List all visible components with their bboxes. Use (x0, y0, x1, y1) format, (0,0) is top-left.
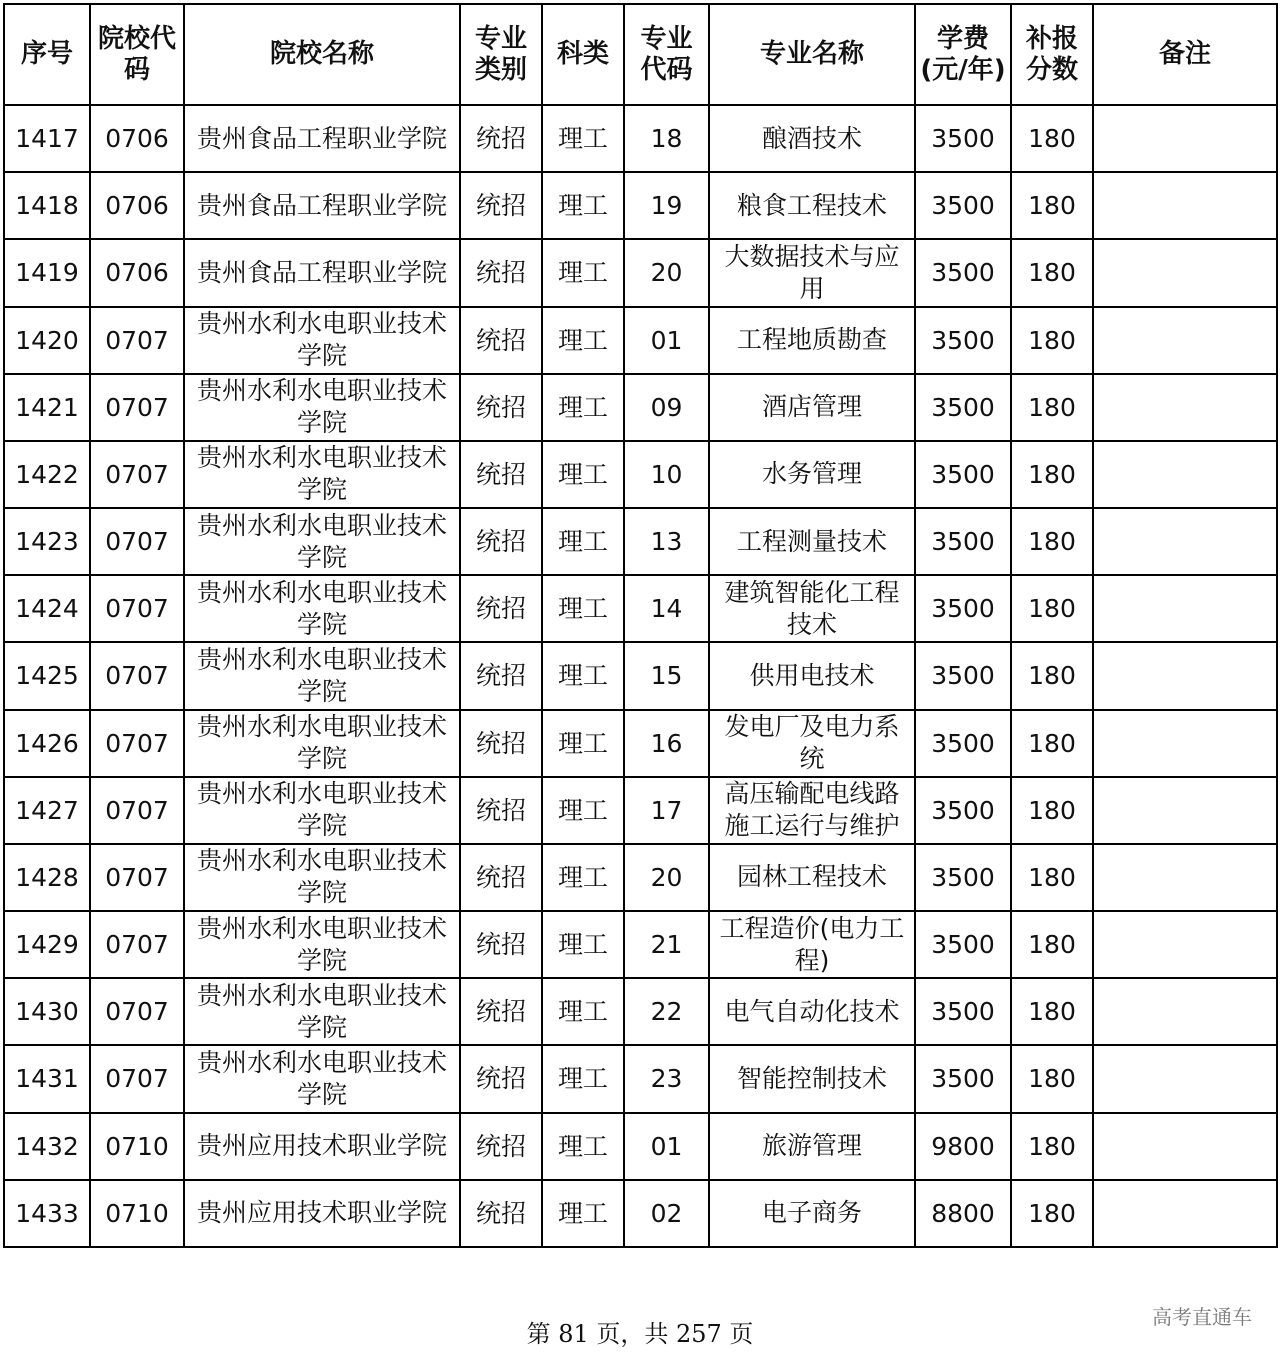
cell-major-code: 23 (624, 1045, 709, 1112)
cell-major-code: 13 (624, 508, 709, 575)
cell-tuition: 3500 (915, 575, 1011, 642)
cell-seq: 1431 (4, 1045, 90, 1112)
cell-subject: 理工 (542, 978, 624, 1045)
cell-major-type: 统招 (460, 777, 542, 844)
cell-major-type: 统招 (460, 105, 542, 172)
table-row (4, 911, 1277, 978)
cell-seq: 1418 (4, 172, 90, 239)
table-row (4, 441, 1277, 508)
cell-major-code: 16 (624, 710, 709, 777)
cell-school-name: 贵州应用技术职业学院 (184, 1113, 460, 1180)
cell-school-code: 0707 (90, 911, 184, 978)
cell-school-name: 贵州水利水电职业技术学院 (184, 710, 460, 777)
cell-remark (1093, 978, 1277, 1045)
cell-school-code: 0707 (90, 844, 184, 911)
cell-major-name: 大数据技术与应用 (709, 239, 915, 306)
cell-major-type: 统招 (460, 307, 542, 374)
cell-tuition: 9800 (915, 1113, 1011, 1180)
cell-major-code: 19 (624, 172, 709, 239)
cell-tuition: 3500 (915, 105, 1011, 172)
cell-major-name: 高压输配电线路施工运行与维护 (709, 777, 915, 844)
cell-seq: 1430 (4, 978, 90, 1045)
cell-major-code: 20 (624, 844, 709, 911)
cell-major-name: 酒店管理 (709, 374, 915, 441)
cell-major-code: 14 (624, 575, 709, 642)
cell-seq: 1433 (4, 1180, 90, 1247)
cell-major-name: 工程地质勘查 (709, 307, 915, 374)
cell-remark (1093, 777, 1277, 844)
cell-major-code: 22 (624, 978, 709, 1045)
cell-remark (1093, 374, 1277, 441)
cell-school-code: 0707 (90, 777, 184, 844)
cell-major-type: 统招 (460, 642, 542, 709)
cell-score: 180 (1011, 978, 1093, 1045)
cell-score: 180 (1011, 1113, 1093, 1180)
cell-score: 180 (1011, 508, 1093, 575)
cell-subject: 理工 (542, 172, 624, 239)
table-row (4, 978, 1277, 1045)
cell-subject: 理工 (542, 1045, 624, 1112)
cell-remark (1093, 911, 1277, 978)
cell-school-name: 贵州水利水电职业技术学院 (184, 307, 460, 374)
cell-major-code: 10 (624, 441, 709, 508)
cell-score: 180 (1011, 1180, 1093, 1247)
cell-major-name: 电气自动化技术 (709, 978, 915, 1045)
cell-major-type: 统招 (460, 508, 542, 575)
cell-school-name: 贵州水利水电职业技术学院 (184, 844, 460, 911)
table-body (4, 105, 1277, 1247)
cell-major-code: 01 (624, 1113, 709, 1180)
cell-seq: 1426 (4, 710, 90, 777)
cell-seq: 1421 (4, 374, 90, 441)
cell-school-name: 贵州水利水电职业技术学院 (184, 508, 460, 575)
cell-major-type: 统招 (460, 239, 542, 306)
table-row (4, 575, 1277, 642)
cell-major-code: 21 (624, 911, 709, 978)
cell-score: 180 (1011, 642, 1093, 709)
header-subject: 科类 (542, 4, 624, 105)
cell-major-code: 09 (624, 374, 709, 441)
page-footer: 第 81 页，共 257 页 (526, 1320, 754, 1348)
table-row (4, 307, 1277, 374)
cell-remark (1093, 239, 1277, 306)
cell-major-name: 工程造价(电力工程) (709, 911, 915, 978)
cell-tuition: 3500 (915, 307, 1011, 374)
cell-major-type: 统招 (460, 374, 542, 441)
cell-seq: 1429 (4, 911, 90, 978)
cell-remark (1093, 172, 1277, 239)
cell-school-code: 0707 (90, 374, 184, 441)
cell-subject: 理工 (542, 710, 624, 777)
cell-score: 180 (1011, 777, 1093, 844)
cell-tuition: 3500 (915, 374, 1011, 441)
cell-subject: 理工 (542, 911, 624, 978)
cell-score: 180 (1011, 844, 1093, 911)
cell-major-type: 统招 (460, 1113, 542, 1180)
cell-school-name: 贵州水利水电职业技术学院 (184, 1045, 460, 1112)
cell-seq: 1423 (4, 508, 90, 575)
cell-score: 180 (1011, 172, 1093, 239)
cell-subject: 理工 (542, 374, 624, 441)
cell-tuition: 3500 (915, 508, 1011, 575)
cell-school-name: 贵州水利水电职业技术学院 (184, 575, 460, 642)
table-row (4, 1180, 1277, 1247)
cell-seq: 1422 (4, 441, 90, 508)
cell-major-name: 工程测量技术 (709, 508, 915, 575)
cell-remark (1093, 844, 1277, 911)
cell-major-name: 智能控制技术 (709, 1045, 915, 1112)
cell-major-name: 水务管理 (709, 441, 915, 508)
cell-score: 180 (1011, 239, 1093, 306)
cell-subject: 理工 (542, 844, 624, 911)
table-row (4, 710, 1277, 777)
cell-tuition: 3500 (915, 239, 1011, 306)
table-row (4, 374, 1277, 441)
cell-seq: 1425 (4, 642, 90, 709)
cell-school-code: 0707 (90, 642, 184, 709)
cell-tuition: 3500 (915, 978, 1011, 1045)
header-school-name: 院校名称 (184, 4, 460, 105)
cell-school-code: 0710 (90, 1180, 184, 1247)
cell-seq: 1417 (4, 105, 90, 172)
cell-subject: 理工 (542, 1180, 624, 1247)
cell-remark (1093, 1045, 1277, 1112)
cell-school-code: 0707 (90, 307, 184, 374)
cell-seq: 1419 (4, 239, 90, 306)
table-row (4, 105, 1277, 172)
cell-major-type: 统招 (460, 1045, 542, 1112)
cell-major-type: 统招 (460, 710, 542, 777)
cell-major-name: 粮食工程技术 (709, 172, 915, 239)
cell-subject: 理工 (542, 441, 624, 508)
cell-major-name: 供用电技术 (709, 642, 915, 709)
cell-school-code: 0707 (90, 978, 184, 1045)
cell-tuition: 8800 (915, 1180, 1011, 1247)
cell-major-name: 酿酒技术 (709, 105, 915, 172)
table-row (4, 1045, 1277, 1112)
cell-subject: 理工 (542, 508, 624, 575)
cell-major-type: 统招 (460, 844, 542, 911)
header-major-name: 专业名称 (709, 4, 915, 105)
table-row (4, 642, 1277, 709)
cell-seq: 1428 (4, 844, 90, 911)
cell-major-code: 02 (624, 1180, 709, 1247)
cell-major-name: 电子商务 (709, 1180, 915, 1247)
cell-school-code: 0707 (90, 441, 184, 508)
cell-tuition: 3500 (915, 777, 1011, 844)
cell-major-name: 园林工程技术 (709, 844, 915, 911)
cell-remark (1093, 575, 1277, 642)
header-score: 补报分数 (1011, 4, 1093, 105)
cell-major-code: 15 (624, 642, 709, 709)
watermark: 高考直通车 (1152, 1305, 1252, 1329)
cell-school-code: 0706 (90, 172, 184, 239)
cell-major-name: 旅游管理 (709, 1113, 915, 1180)
header-remark: 备注 (1093, 4, 1277, 105)
cell-subject: 理工 (542, 105, 624, 172)
header-major-type: 专业类别 (460, 4, 542, 105)
cell-tuition: 3500 (915, 441, 1011, 508)
cell-remark (1093, 105, 1277, 172)
cell-major-code: 17 (624, 777, 709, 844)
cell-seq: 1427 (4, 777, 90, 844)
table-row (4, 777, 1277, 844)
cell-tuition: 3500 (915, 710, 1011, 777)
cell-major-code: 18 (624, 105, 709, 172)
table-row (4, 508, 1277, 575)
cell-score: 180 (1011, 374, 1093, 441)
header-tuition: 学费(元/年) (915, 4, 1011, 105)
cell-major-type: 统招 (460, 1180, 542, 1247)
cell-score: 180 (1011, 441, 1093, 508)
cell-remark (1093, 642, 1277, 709)
cell-score: 180 (1011, 307, 1093, 374)
cell-subject: 理工 (542, 1113, 624, 1180)
table-row (4, 1113, 1277, 1180)
cell-major-type: 统招 (460, 172, 542, 239)
cell-tuition: 3500 (915, 911, 1011, 978)
cell-school-code: 0707 (90, 710, 184, 777)
cell-remark (1093, 1180, 1277, 1247)
cell-score: 180 (1011, 575, 1093, 642)
cell-school-name: 贵州水利水电职业技术学院 (184, 374, 460, 441)
cell-school-name: 贵州水利水电职业技术学院 (184, 978, 460, 1045)
table-row (4, 172, 1277, 239)
cell-remark (1093, 1113, 1277, 1180)
cell-school-name: 贵州水利水电职业技术学院 (184, 441, 460, 508)
cell-major-code: 20 (624, 239, 709, 306)
cell-remark (1093, 441, 1277, 508)
cell-major-type: 统招 (460, 978, 542, 1045)
cell-major-name: 发电厂及电力系统 (709, 710, 915, 777)
cell-remark (1093, 508, 1277, 575)
cell-school-code: 0707 (90, 1045, 184, 1112)
cell-subject: 理工 (542, 239, 624, 306)
cell-seq: 1420 (4, 307, 90, 374)
cell-remark (1093, 307, 1277, 374)
cell-school-code: 0707 (90, 508, 184, 575)
cell-subject: 理工 (542, 575, 624, 642)
cell-major-type: 统招 (460, 441, 542, 508)
cell-school-code: 0706 (90, 105, 184, 172)
cell-major-type: 统招 (460, 911, 542, 978)
table-row (4, 239, 1277, 306)
cell-school-name: 贵州水利水电职业技术学院 (184, 911, 460, 978)
cell-tuition: 3500 (915, 642, 1011, 709)
cell-major-type: 统招 (460, 575, 542, 642)
cell-tuition: 3500 (915, 1045, 1011, 1112)
cell-school-name: 贵州水利水电职业技术学院 (184, 777, 460, 844)
cell-school-code: 0710 (90, 1113, 184, 1180)
table-row (4, 844, 1277, 911)
cell-seq: 1424 (4, 575, 90, 642)
cell-school-name: 贵州水利水电职业技术学院 (184, 642, 460, 709)
header-row (4, 4, 1277, 105)
cell-school-name: 贵州食品工程职业学院 (184, 105, 460, 172)
cell-score: 180 (1011, 911, 1093, 978)
cell-school-name: 贵州食品工程职业学院 (184, 239, 460, 306)
cell-major-code: 01 (624, 307, 709, 374)
admission-table (3, 3, 1278, 1248)
header-school-code: 院校代码 (90, 4, 184, 105)
cell-school-name: 贵州食品工程职业学院 (184, 172, 460, 239)
header-seq: 序号 (4, 4, 90, 105)
cell-score: 180 (1011, 105, 1093, 172)
cell-major-name: 建筑智能化工程技术 (709, 575, 915, 642)
cell-seq: 1432 (4, 1113, 90, 1180)
cell-score: 180 (1011, 1045, 1093, 1112)
cell-school-name: 贵州应用技术职业学院 (184, 1180, 460, 1247)
cell-school-code: 0706 (90, 239, 184, 306)
header-major-code: 专业代码 (624, 4, 709, 105)
cell-school-code: 0707 (90, 575, 184, 642)
cell-tuition: 3500 (915, 844, 1011, 911)
cell-tuition: 3500 (915, 172, 1011, 239)
cell-remark (1093, 710, 1277, 777)
cell-score: 180 (1011, 710, 1093, 777)
cell-subject: 理工 (542, 642, 624, 709)
cell-subject: 理工 (542, 777, 624, 844)
cell-subject: 理工 (542, 307, 624, 374)
